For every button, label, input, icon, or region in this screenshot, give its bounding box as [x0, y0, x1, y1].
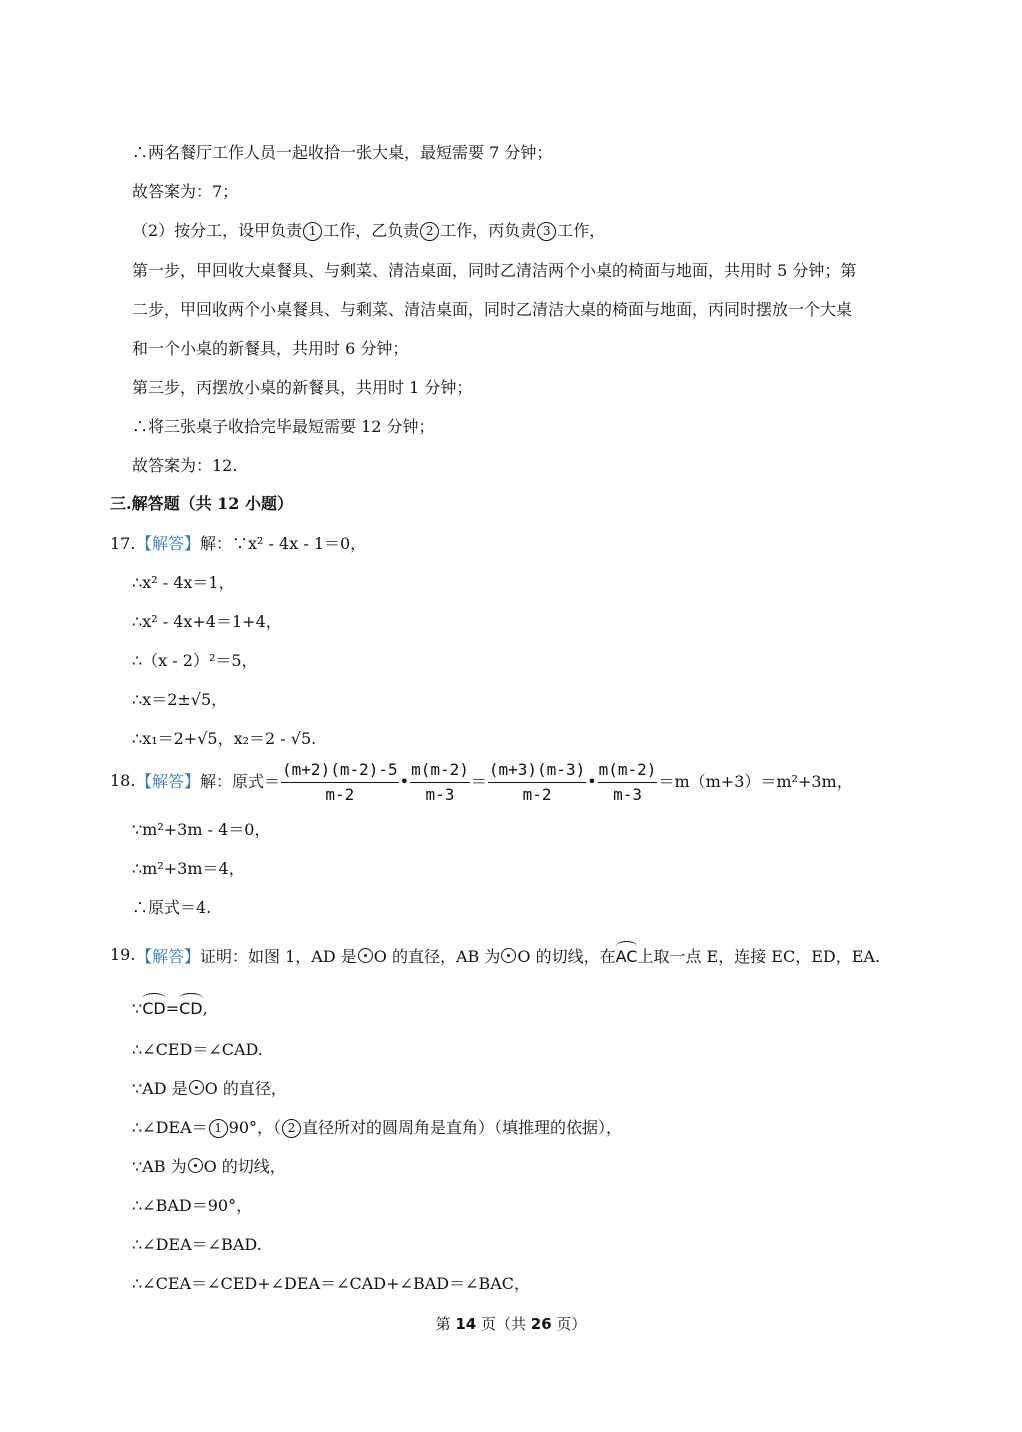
fraction	[281, 760, 399, 805]
math-step: ∴x₁＝2+√5，x₂＝2 - √5.	[132, 729, 317, 748]
because-symbol: ∵	[132, 999, 143, 1018]
text-line: 第三步，丙摆放小桌的新餐具，共用时 1 分钟；	[132, 378, 473, 397]
proof-step: ∴∠BAD＝90°，	[132, 1196, 253, 1215]
fraction	[598, 760, 658, 805]
text-line: 第一步，甲回收大桌餐具、与剩菜、清洁桌面，同时乙清洁两个小桌的椅面与地面，共用时 5 分钟；第	[132, 261, 857, 280]
math-step: ∴x＝2±√5，	[132, 690, 228, 709]
text-line: 故答案为：7；	[132, 182, 239, 201]
math-step: ∴m²+3m＝4，	[132, 859, 245, 878]
text-segment: ∵AB 为	[132, 1157, 187, 1176]
page-number: 14	[455, 1315, 477, 1333]
question-number: 17.	[110, 534, 136, 553]
circled-number: 1	[209, 1119, 228, 1138]
fraction	[410, 760, 470, 805]
arc-label: CD	[142, 999, 166, 1018]
numerator: m(m-2)	[410, 760, 470, 783]
denominator: m-3	[613, 784, 642, 804]
arc-label: AC	[615, 947, 638, 966]
numerator: (m+2)(m-2)-5	[281, 760, 399, 783]
proof-step	[132, 1118, 622, 1138]
footer-text: 第	[435, 1315, 456, 1333]
circle-dot-symbol	[188, 1158, 203, 1173]
formula-suffix: ＝m（m+3）＝m²+3m，	[658, 772, 853, 791]
page-footer	[0, 1314, 1022, 1334]
text-segment: 90°，（	[228, 1118, 282, 1137]
equals-sign: ＝	[470, 772, 487, 791]
text-line: 二步，甲回收两个小桌餐具、与剩菜、清洁桌面，同时乙清洁大桌的椅面与地面，丙同时摆放一个大桌	[132, 300, 853, 319]
numerator: (m+3)(m-3)	[488, 760, 586, 783]
denominator: m-2	[325, 784, 355, 804]
text-line: ∴两名餐厅工作人员一起收拾一张大桌，最短需要 7 分钟；	[132, 143, 553, 162]
math-step: ∵m²+3m - 4＝0，	[132, 820, 271, 839]
circled-number: 2	[420, 222, 439, 241]
circle-dot-symbol	[358, 948, 373, 963]
text-segment: 工作，	[557, 221, 606, 240]
arc-equality	[132, 997, 208, 1019]
math-step: ∴x² - 4x+4＝1+4，	[132, 612, 282, 631]
q19-line	[136, 945, 880, 967]
text-segment: 工作，丙负责	[440, 221, 537, 240]
footer-text: 页）	[551, 1315, 587, 1333]
text-segment: O 的直径，AB 为	[373, 947, 501, 966]
comma: ,	[202, 999, 208, 1018]
section-title: 三.解答题（共 12 小题）	[110, 494, 293, 513]
math-step: ∴原式＝4.	[132, 898, 212, 917]
text-segment: O 的切线，	[203, 1157, 286, 1176]
answer-tag: 【解答】	[136, 772, 201, 791]
multiply-dot: •	[399, 772, 410, 791]
math-step: ∴x² - 4x＝1，	[132, 573, 235, 592]
proof-step	[132, 1157, 286, 1177]
denominator: m-2	[522, 784, 552, 804]
text-line	[132, 221, 605, 241]
text-segment: ∴∠DEA＝	[132, 1118, 208, 1137]
equals-sign: =	[165, 999, 180, 1018]
text-segment: 直径所对的圆周角是直角）（填推理的依据），	[302, 1118, 623, 1137]
proof-step: ∴∠CED＝∠CAD.	[132, 1040, 263, 1059]
footer-text: 页（共	[476, 1315, 531, 1333]
question-number: 18.	[110, 771, 136, 790]
q18-formula	[136, 752, 853, 812]
text-segment: （2）按分工，设甲负责	[132, 221, 303, 240]
total-pages: 26	[530, 1315, 552, 1333]
proof-step: ∴∠DEA＝∠BAD.	[132, 1235, 262, 1254]
text-segment: O 的直径，	[204, 1079, 287, 1098]
text-segment: 上取一点 E，连接 EC，ED，EA.	[637, 947, 881, 966]
formula-prefix: 解：原式＝	[200, 772, 281, 791]
multiply-dot: •	[587, 772, 597, 791]
answer-tag: 【解答】	[136, 947, 201, 966]
math-step: 解：∵x² - 4x - 1＝0，	[200, 534, 367, 553]
text-line: ∴将三张桌子收拾完毕最短需要 12 分钟；	[132, 417, 435, 436]
text-line: 故答案为：12.	[132, 456, 238, 475]
numerator: m(m-2)	[598, 760, 658, 783]
question-number: 19.	[110, 945, 136, 964]
text-segment: 工作，乙负责	[323, 221, 420, 240]
circled-number: 3	[537, 222, 556, 241]
circled-number: 2	[282, 1119, 301, 1138]
fraction	[488, 760, 586, 805]
text-line: 和一个小桌的新餐具，共用时 6 分钟；	[132, 339, 409, 358]
q17-line	[136, 534, 366, 554]
circled-number: 1	[303, 222, 322, 241]
circle-dot-symbol	[501, 948, 516, 963]
denominator: m-3	[425, 784, 455, 804]
arc-label: CD	[179, 999, 203, 1018]
answer-tag: 【解答】	[136, 534, 201, 553]
math-step: ∴（x - 2）²＝5，	[132, 651, 258, 670]
proof-step: ∴∠CEA＝∠CED+∠DEA＝∠CAD+∠BAD＝∠BAC，	[132, 1274, 531, 1293]
text-segment: O 的切线，在	[517, 947, 616, 966]
text-segment: ∵AD 是	[132, 1079, 188, 1098]
circle-dot-symbol	[189, 1080, 204, 1095]
text-segment: 证明：如图 1，AD 是	[200, 947, 357, 966]
proof-step	[132, 1079, 287, 1099]
